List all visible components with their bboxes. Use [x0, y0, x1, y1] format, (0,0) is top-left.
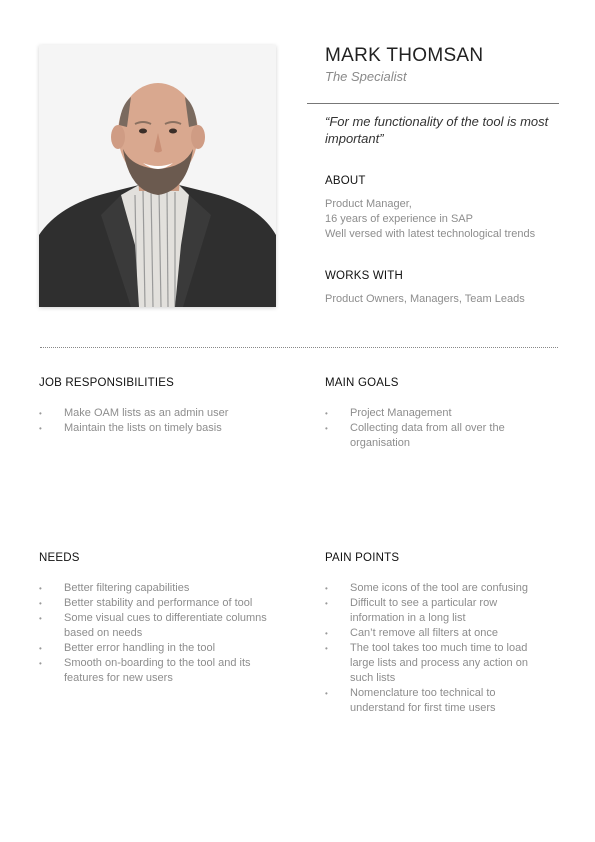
list-item: • Make OAM lists as an admin user [39, 406, 279, 421]
works-with-text: Product Owners, Managers, Team Leads [325, 293, 525, 305]
job-responsibilities-heading: JOB RESPONSIBILITIES [39, 377, 175, 389]
needs-heading: NEEDS [39, 552, 80, 564]
list-item: • Better error handling in the tool [39, 641, 279, 656]
list-item: • Project Management [325, 406, 547, 421]
list-item: • Better stability and performance of tool [39, 596, 279, 611]
pain-points-list [325, 581, 550, 716]
works-with-heading: WORKS WITH [325, 270, 404, 282]
job-responsibilities-list [39, 406, 279, 436]
section-divider [40, 347, 558, 348]
main-goals-heading: MAIN GOALS [325, 377, 399, 389]
list-item: • Some visual cues to differentiate columns based on needs [39, 611, 279, 641]
persona-quote: “For me functionality of the tool is most important” [325, 114, 549, 146]
about-line: Product Manager, [325, 198, 412, 210]
divider [307, 103, 559, 104]
about-text [325, 197, 535, 242]
list-item: • Better filtering capabilities [39, 581, 279, 596]
about-line: Well versed with latest technological trends [325, 228, 536, 240]
list-item: • Maintain the lists on timely basis [39, 421, 279, 436]
list-item: • The tool takes too much time to load large lists and process any action on such lists [325, 641, 550, 686]
needs-list [39, 581, 279, 686]
list-item: • Some icons of the tool are confusing [325, 581, 550, 596]
pain-points-heading: PAIN POINTS [325, 552, 400, 564]
list-item: • Difficult to see a particular row information in a long list [325, 596, 550, 626]
persona-name: MARK THOMSAN [325, 45, 484, 66]
persona-role: The Specialist [325, 69, 407, 84]
list-item: • Can’t remove all filters at once [325, 626, 550, 641]
main-goals-list [325, 406, 547, 451]
list-item: • Smooth on-boarding to the tool and its features for new users [39, 656, 279, 686]
list-item: • Collecting data from all over the organisation [325, 421, 547, 451]
list-item: • Nomenclature too technical to understand for first time users [325, 686, 550, 716]
about-heading: ABOUT [325, 175, 366, 187]
profile-photo [39, 45, 276, 307]
about-line: 16 years of experience in SAP [325, 213, 473, 225]
